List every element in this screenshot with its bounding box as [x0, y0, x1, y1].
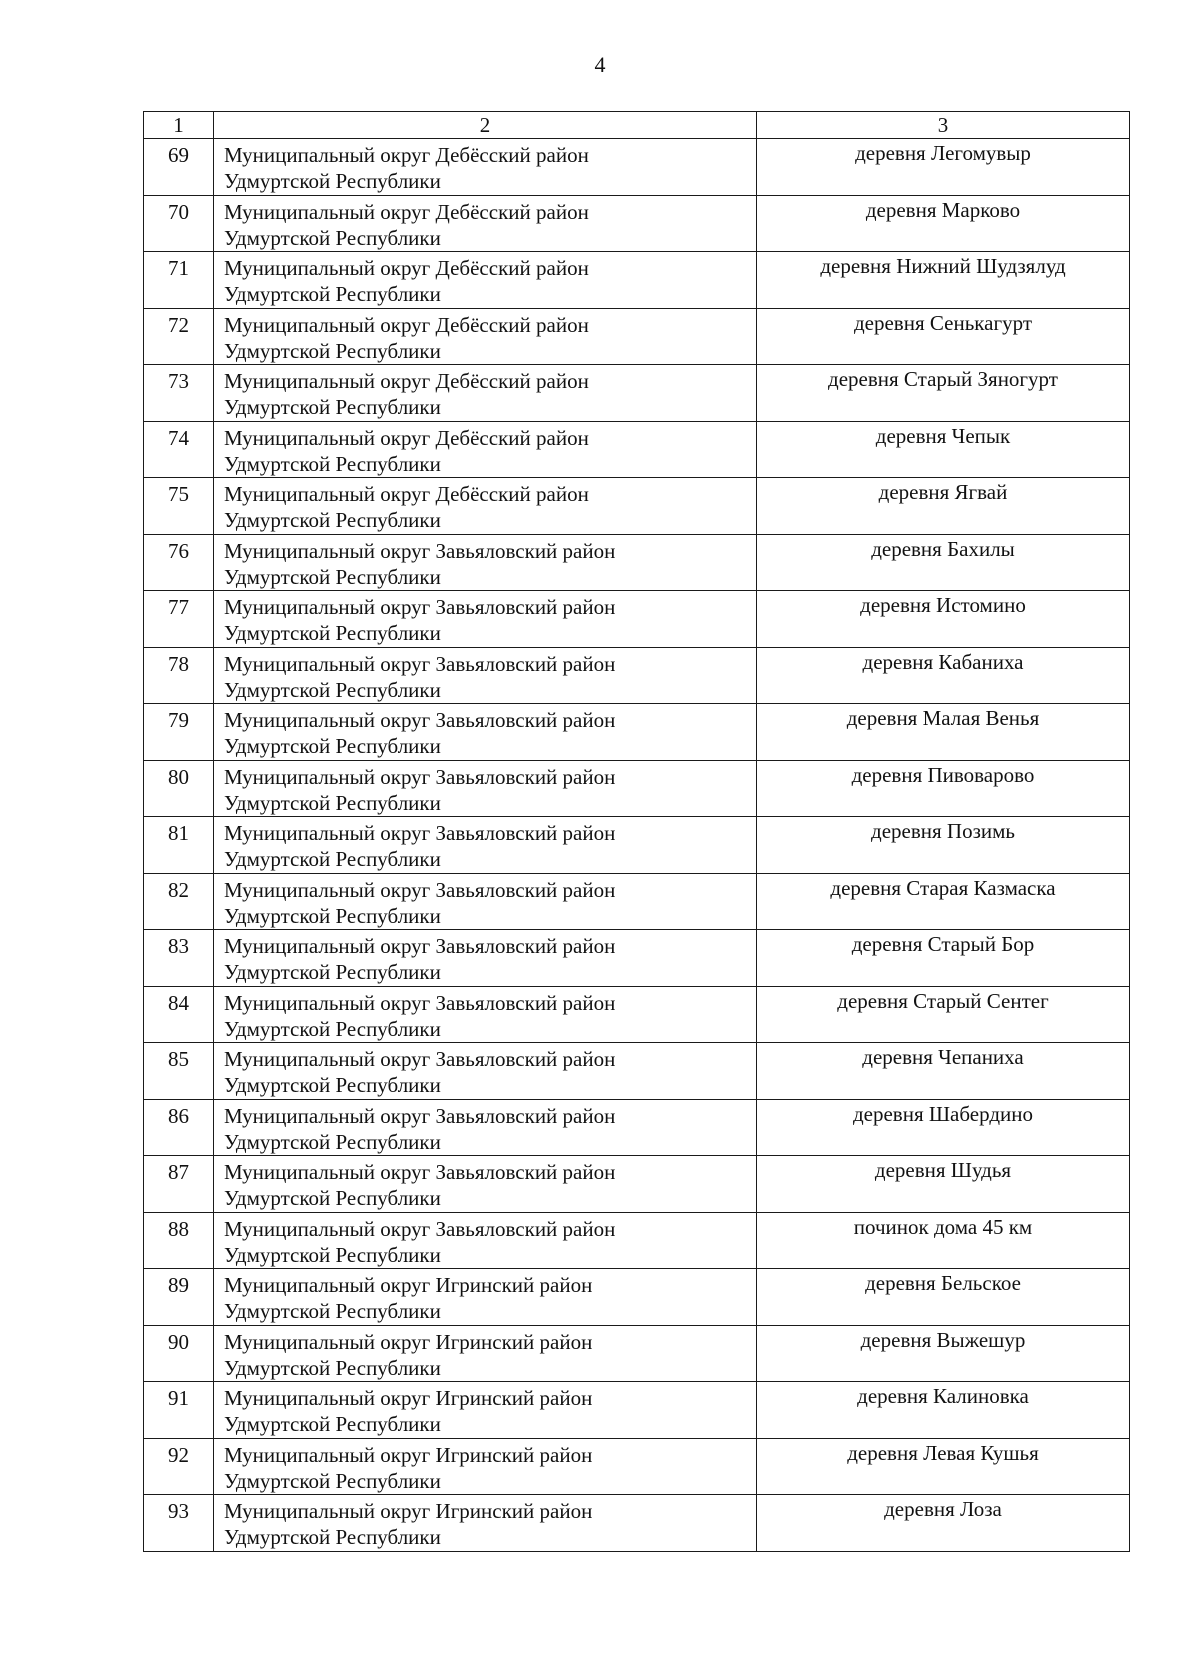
district-cell — [214, 139, 757, 196]
district-region: Удмуртской Республики — [224, 395, 441, 419]
row-number: 81 — [144, 817, 214, 874]
district-cell — [214, 1156, 757, 1213]
settlement-name: деревня Лоза — [757, 1495, 1130, 1552]
settlement-name: деревня Старый Сентег — [757, 986, 1130, 1043]
district-cell — [214, 1212, 757, 1269]
row-number: 92 — [144, 1438, 214, 1495]
settlement-name: деревня Выжешур — [757, 1325, 1130, 1382]
table-row — [144, 591, 1130, 648]
row-number: 83 — [144, 930, 214, 987]
row-number: 73 — [144, 365, 214, 422]
district-name: Муниципальный округ Игринский район — [224, 1273, 593, 1297]
settlement-name: деревня Марково — [757, 195, 1130, 252]
table-row — [144, 873, 1130, 930]
row-number: 88 — [144, 1212, 214, 1269]
row-number: 69 — [144, 139, 214, 196]
settlement-name: деревня Чепаниха — [757, 1043, 1130, 1100]
row-number: 84 — [144, 986, 214, 1043]
settlement-name: деревня Старый Зяногурт — [757, 365, 1130, 422]
district-cell — [214, 1269, 757, 1326]
district-name: Муниципальный округ Завьяловский район — [224, 1047, 616, 1071]
table-row — [144, 534, 1130, 591]
settlement-name: деревня Нижний Шудзялуд — [757, 252, 1130, 309]
district-name: Муниципальный округ Дебёсский район — [224, 256, 589, 280]
district-cell — [214, 930, 757, 987]
row-number: 70 — [144, 195, 214, 252]
district-cell — [214, 1495, 757, 1552]
district-region: Удмуртской Республики — [224, 338, 441, 363]
row-number: 82 — [144, 873, 214, 930]
column-header-settlement: 3 — [757, 112, 1130, 139]
district-cell — [214, 195, 757, 252]
district-name: Муниципальный округ Дебёсский район — [224, 369, 589, 393]
settlement-name: деревня Шудья — [757, 1156, 1130, 1213]
district-region: Удмуртской Республики — [224, 1299, 441, 1323]
district-region: Удмуртской Республики — [224, 1355, 441, 1380]
table-row — [144, 760, 1130, 817]
table-row — [144, 195, 1130, 252]
district-region: Удмуртской Республики — [224, 1468, 441, 1493]
district-name: Муниципальный округ Дебёсский район — [224, 312, 589, 337]
row-number: 76 — [144, 534, 214, 591]
district-region: Удмуртской Республики — [224, 1186, 441, 1210]
district-region: Удмуртской Республики — [224, 508, 441, 532]
district-cell — [214, 817, 757, 874]
row-number: 74 — [144, 421, 214, 478]
table-row — [144, 647, 1130, 704]
settlement-name: деревня Шабердино — [757, 1099, 1130, 1156]
settlement-name: деревня Старая Казмаска — [757, 873, 1130, 930]
district-name: Муниципальный округ Игринский район — [224, 1499, 593, 1523]
table-row — [144, 1495, 1130, 1552]
district-cell — [214, 760, 757, 817]
district-region: Удмуртской Республики — [224, 225, 441, 250]
district-name: Муниципальный округ Завьяловский район — [224, 877, 616, 902]
district-cell — [214, 1438, 757, 1495]
row-number: 78 — [144, 647, 214, 704]
settlement-name: деревня Позимь — [757, 817, 1130, 874]
district-region: Удмуртской Республики — [224, 847, 441, 871]
table-row — [144, 1212, 1130, 1269]
settlements-table — [143, 111, 1130, 1552]
settlement-name: деревня Пивоварово — [757, 760, 1130, 817]
district-cell — [214, 478, 757, 535]
district-cell — [214, 252, 757, 309]
row-number: 91 — [144, 1382, 214, 1439]
district-region: Удмуртской Республики — [224, 282, 441, 306]
district-name: Муниципальный округ Завьяловский район — [224, 538, 616, 563]
district-name: Муниципальный округ Дебёсский район — [224, 143, 589, 167]
district-region: Удмуртской Республики — [224, 734, 441, 758]
district-region: Удмуртской Республики — [224, 1412, 441, 1436]
row-number: 89 — [144, 1269, 214, 1326]
district-cell — [214, 1325, 757, 1382]
district-name: Муниципальный округ Завьяловский район — [224, 595, 616, 619]
district-cell — [214, 591, 757, 648]
settlement-name: деревня Бельское — [757, 1269, 1130, 1326]
district-name: Муниципальный округ Дебёсский район — [224, 482, 589, 506]
district-cell — [214, 308, 757, 365]
table-row — [144, 1156, 1130, 1213]
table-header-row — [144, 112, 1130, 139]
row-number: 80 — [144, 760, 214, 817]
district-region: Удмуртской Республики — [224, 169, 441, 193]
district-name: Муниципальный округ Завьяловский район — [224, 821, 616, 845]
district-name: Муниципальный округ Игринский район — [224, 1442, 593, 1467]
settlement-name: деревня Кабаниха — [757, 647, 1130, 704]
settlement-name: деревня Малая Венья — [757, 704, 1130, 761]
table-row — [144, 478, 1130, 535]
district-region: Удмуртской Республики — [224, 960, 441, 984]
table-row — [144, 704, 1130, 761]
district-region: Удмуртской Республики — [224, 677, 441, 702]
settlement-name: деревня Истомино — [757, 591, 1130, 648]
district-name: Муниципальный округ Завьяловский район — [224, 990, 616, 1015]
table-row — [144, 252, 1130, 309]
settlement-name: деревня Сенькагурт — [757, 308, 1130, 365]
district-region: Удмуртской Республики — [224, 451, 441, 476]
row-number: 86 — [144, 1099, 214, 1156]
district-cell — [214, 986, 757, 1043]
table-row — [144, 817, 1130, 874]
district-cell — [214, 704, 757, 761]
district-cell — [214, 1099, 757, 1156]
district-cell — [214, 647, 757, 704]
row-number: 93 — [144, 1495, 214, 1552]
district-region: Удмуртской Республики — [224, 1016, 441, 1041]
district-region: Удмуртской Республики — [224, 1242, 441, 1267]
district-region: Удмуртской Республики — [224, 903, 441, 928]
row-number: 79 — [144, 704, 214, 761]
table-row — [144, 986, 1130, 1043]
settlement-name: починок дома 45 км — [757, 1212, 1130, 1269]
district-name: Муниципальный округ Завьяловский район — [224, 708, 616, 732]
row-number: 77 — [144, 591, 214, 648]
settlement-name: деревня Левая Кушья — [757, 1438, 1130, 1495]
district-cell — [214, 534, 757, 591]
district-region: Удмуртской Республики — [224, 1525, 441, 1549]
table-row — [144, 1438, 1130, 1495]
district-name: Муниципальный округ Игринский район — [224, 1329, 593, 1354]
row-number: 75 — [144, 478, 214, 535]
settlement-name: деревня Калиновка — [757, 1382, 1130, 1439]
district-name: Муниципальный округ Дебёсский район — [224, 199, 589, 224]
table-row — [144, 930, 1130, 987]
column-header-district: 2 — [214, 112, 757, 139]
district-name: Муниципальный округ Завьяловский район — [224, 934, 616, 958]
row-number: 72 — [144, 308, 214, 365]
table-row — [144, 421, 1130, 478]
row-number: 90 — [144, 1325, 214, 1382]
district-region: Удмуртской Республики — [224, 790, 441, 815]
row-number: 71 — [144, 252, 214, 309]
table-row — [144, 1325, 1130, 1382]
district-region: Удмуртской Республики — [224, 1129, 441, 1154]
district-cell — [214, 873, 757, 930]
district-name: Муниципальный округ Завьяловский район — [224, 1216, 616, 1241]
table-row — [144, 1043, 1130, 1100]
district-name: Муниципальный округ Завьяловский район — [224, 764, 616, 789]
row-number: 85 — [144, 1043, 214, 1100]
settlement-name: деревня Чепык — [757, 421, 1130, 478]
district-cell — [214, 365, 757, 422]
settlement-name: деревня Ягвай — [757, 478, 1130, 535]
district-cell — [214, 1382, 757, 1439]
table-row — [144, 139, 1130, 196]
table-row — [144, 1269, 1130, 1326]
page-number: 4 — [594, 52, 606, 77]
district-cell — [214, 421, 757, 478]
district-region: Удмуртской Республики — [224, 564, 441, 589]
table-row — [144, 1099, 1130, 1156]
row-number: 87 — [144, 1156, 214, 1213]
column-header-number: 1 — [144, 112, 214, 139]
settlement-name: деревня Бахилы — [757, 534, 1130, 591]
table-row — [144, 1382, 1130, 1439]
district-name: Муниципальный округ Завьяловский район — [224, 651, 616, 676]
district-name: Муниципальный округ Завьяловский район — [224, 1160, 616, 1184]
district-region: Удмуртской Республики — [224, 1073, 441, 1097]
table-row — [144, 365, 1130, 422]
district-name: Муниципальный округ Завьяловский район — [224, 1103, 616, 1128]
district-name: Муниципальный округ Игринский район — [224, 1386, 593, 1410]
table-row — [144, 308, 1130, 365]
settlement-name: деревня Старый Бор — [757, 930, 1130, 987]
district-cell — [214, 1043, 757, 1100]
district-region: Удмуртской Республики — [224, 621, 441, 645]
district-name: Муниципальный округ Дебёсский район — [224, 425, 589, 450]
settlement-name: деревня Легомувыр — [757, 139, 1130, 196]
